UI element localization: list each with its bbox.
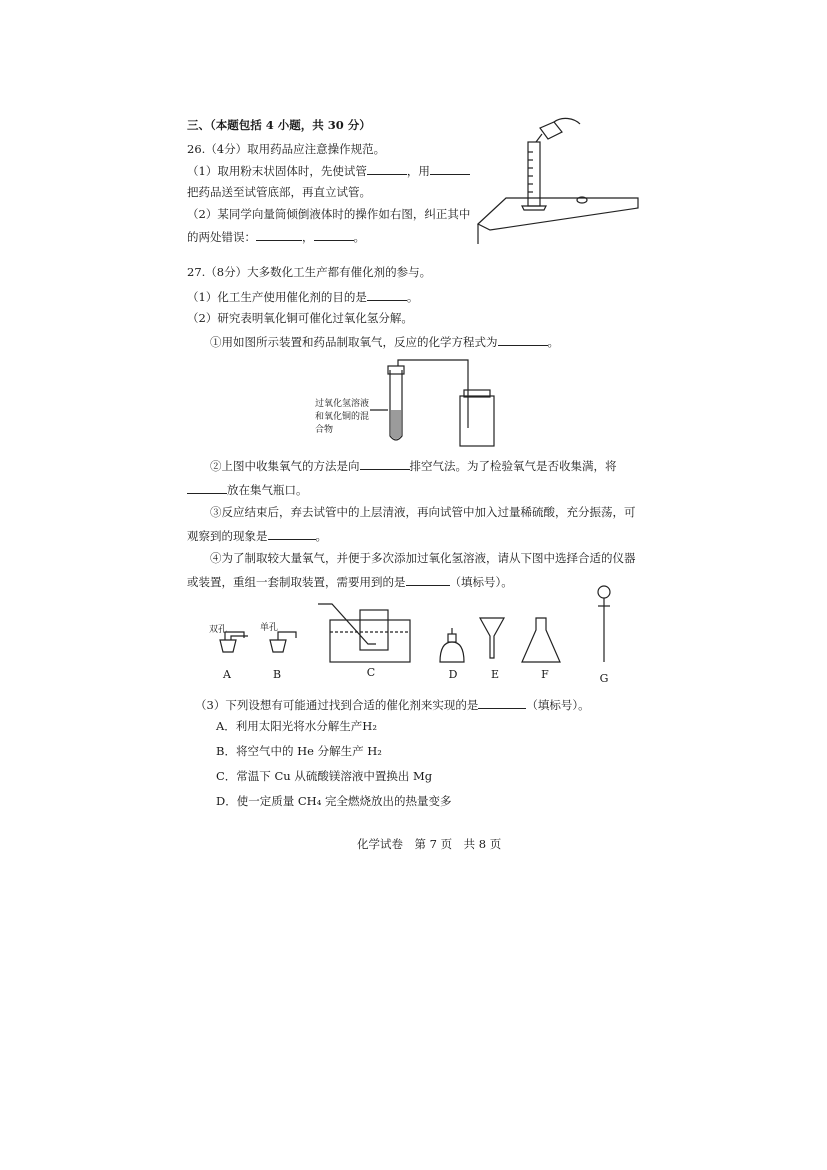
fig-label-line-3: 合物 xyxy=(315,425,334,435)
q27-sub-4: ④为了制取较大量氧气，并便于多次添加过氧化氢溶液，请从下图中选择合适的仪器 xyxy=(210,551,636,565)
q27-part-1-text-b: 。 xyxy=(406,290,419,304)
q27-sub-1-text-a: ①用如图所示装置和药品制取氧气，反应的化学方程式为 xyxy=(210,335,498,349)
option-d: D．使一定质量 CH₄ 完全燃烧放出的热量变多 xyxy=(216,794,452,808)
instrument-label-b: B xyxy=(272,668,282,681)
q27-sub-3-cont xyxy=(187,527,327,544)
instrument-label-e: E xyxy=(490,668,500,681)
q26-line-4-text-c: 。 xyxy=(353,230,365,244)
q26-line-4-text-b: ， xyxy=(302,230,314,244)
table-top xyxy=(478,198,638,230)
gas-jar-icon xyxy=(460,396,494,446)
q26-line-1-text-b: ，用 xyxy=(406,164,430,178)
single-hole-stopper-icon xyxy=(270,632,296,652)
q27-blank-4 xyxy=(187,481,227,494)
q27-blank-7 xyxy=(478,696,526,709)
q27-sub-4-text-b: 或装置，重组一套制取装置，需要用到的是 xyxy=(187,575,406,589)
q27-sub-2-cont xyxy=(187,481,308,498)
q27-blank-1 xyxy=(367,288,407,301)
fig-label-line-1: 过氧化氢溶液 xyxy=(315,399,370,409)
q27-sub-3-text-c: 。 xyxy=(315,529,327,543)
page-footer: 化学试卷 第 7 页 共 8 页 xyxy=(357,837,502,851)
solution-in-tube xyxy=(391,410,401,439)
q26-line-1 xyxy=(187,162,470,179)
conical-flask-icon xyxy=(522,618,560,662)
instrument-label-d: D xyxy=(448,668,458,681)
q26-line-4-text-a: 的两处错误： xyxy=(187,230,256,244)
q27-blank-2 xyxy=(498,333,548,346)
inst-note-double-hole: 双孔 xyxy=(209,625,228,635)
long-neck-funnel-icon xyxy=(598,586,610,662)
q26-line-2: 把药品送至试管底部，再直立试管。 xyxy=(187,185,371,199)
q26-line-1-text-a: （1）取用粉末状固体时，先使试管 xyxy=(187,164,367,178)
q26-blank-3 xyxy=(256,228,302,241)
inst-note-single-hole: 单孔 xyxy=(260,623,279,633)
q26-blank-4 xyxy=(314,228,354,241)
graduated-cylinder-figure xyxy=(470,112,640,247)
q27-sub-4-text-c: （填标号）。 xyxy=(449,575,513,589)
instruments-figure xyxy=(200,580,630,675)
q26-blank-2 xyxy=(430,162,470,175)
cylinder-base xyxy=(522,206,546,210)
q27-sub-2-text-a: ②上图中收集氧气的方法是向 xyxy=(210,459,360,473)
q27-part-3-text-b: （填标号）。 xyxy=(526,698,590,712)
double-hole-stopper-icon xyxy=(220,632,248,652)
section-heading: 三、（本题包括 4 小题，共 30 分） xyxy=(187,118,371,132)
instrument-label-g: G xyxy=(599,672,609,685)
q27-header: 27.（8分）大多数化工生产都有催化剂的参与。 xyxy=(187,265,432,279)
q27-sub-2-text-c: 放在集气瓶口。 xyxy=(227,483,308,497)
q27-sub-3-text-b: 观察到的现象是 xyxy=(187,529,268,543)
instrument-label-a: A xyxy=(223,668,231,681)
oxygen-apparatus-figure xyxy=(370,360,510,450)
instrument-label-f: F xyxy=(541,668,549,681)
q27-part-3 xyxy=(195,696,590,713)
q27-sub-1-text-b: 。 xyxy=(547,335,559,349)
delivery-tube xyxy=(398,360,468,428)
reagent-bottle-icon xyxy=(540,122,562,139)
water-trough-icon xyxy=(318,604,410,662)
fig-label-line-2: 和氧化铜的混 xyxy=(315,412,370,422)
funnel-icon xyxy=(480,618,504,658)
alcohol-lamp-icon xyxy=(440,628,464,662)
q27-part-1-text-a: （1）化工生产使用催化剂的目的是 xyxy=(187,290,367,304)
instrument-label-c: C xyxy=(366,666,376,679)
q27-blank-3 xyxy=(360,457,410,470)
q27-sub-3: ③反应结束后，弃去试管中的上层清液，再向试管中加入过量稀硫酸，充分振荡，可 xyxy=(210,505,636,519)
option-c: C．常温下 Cu 从硫酸镁溶液中置换出 Mg xyxy=(216,769,433,783)
q26-line-3: （2）某同学向量筒倾倒液体时的操作如右图，纠正其中 xyxy=(187,207,471,221)
option-a: A．利用太阳光将水分解生产H₂ xyxy=(216,719,377,733)
q27-sub-2-text-b: 排空气法。为了检验氧气是否收集满，将 xyxy=(409,459,617,473)
q27-part-3-text-a: （3）下列设想有可能通过找到合适的催化剂来实现的是 xyxy=(195,698,479,712)
q26-line-4 xyxy=(187,228,365,245)
hand-icon xyxy=(554,118,580,124)
q27-part-2: （2）研究表明氧化铜可催化过氧化氢分解。 xyxy=(187,311,413,325)
q27-sub-2 xyxy=(210,457,617,474)
q26-blank-1 xyxy=(367,162,407,175)
q27-part-1 xyxy=(187,288,418,305)
q27-sub-1 xyxy=(210,333,559,350)
q27-blank-5 xyxy=(268,527,316,540)
option-b: B．将空气中的 He 分解生产 H₂ xyxy=(216,744,382,758)
q26-header: 26.（4分）取用药品应注意操作规范。 xyxy=(187,142,386,156)
